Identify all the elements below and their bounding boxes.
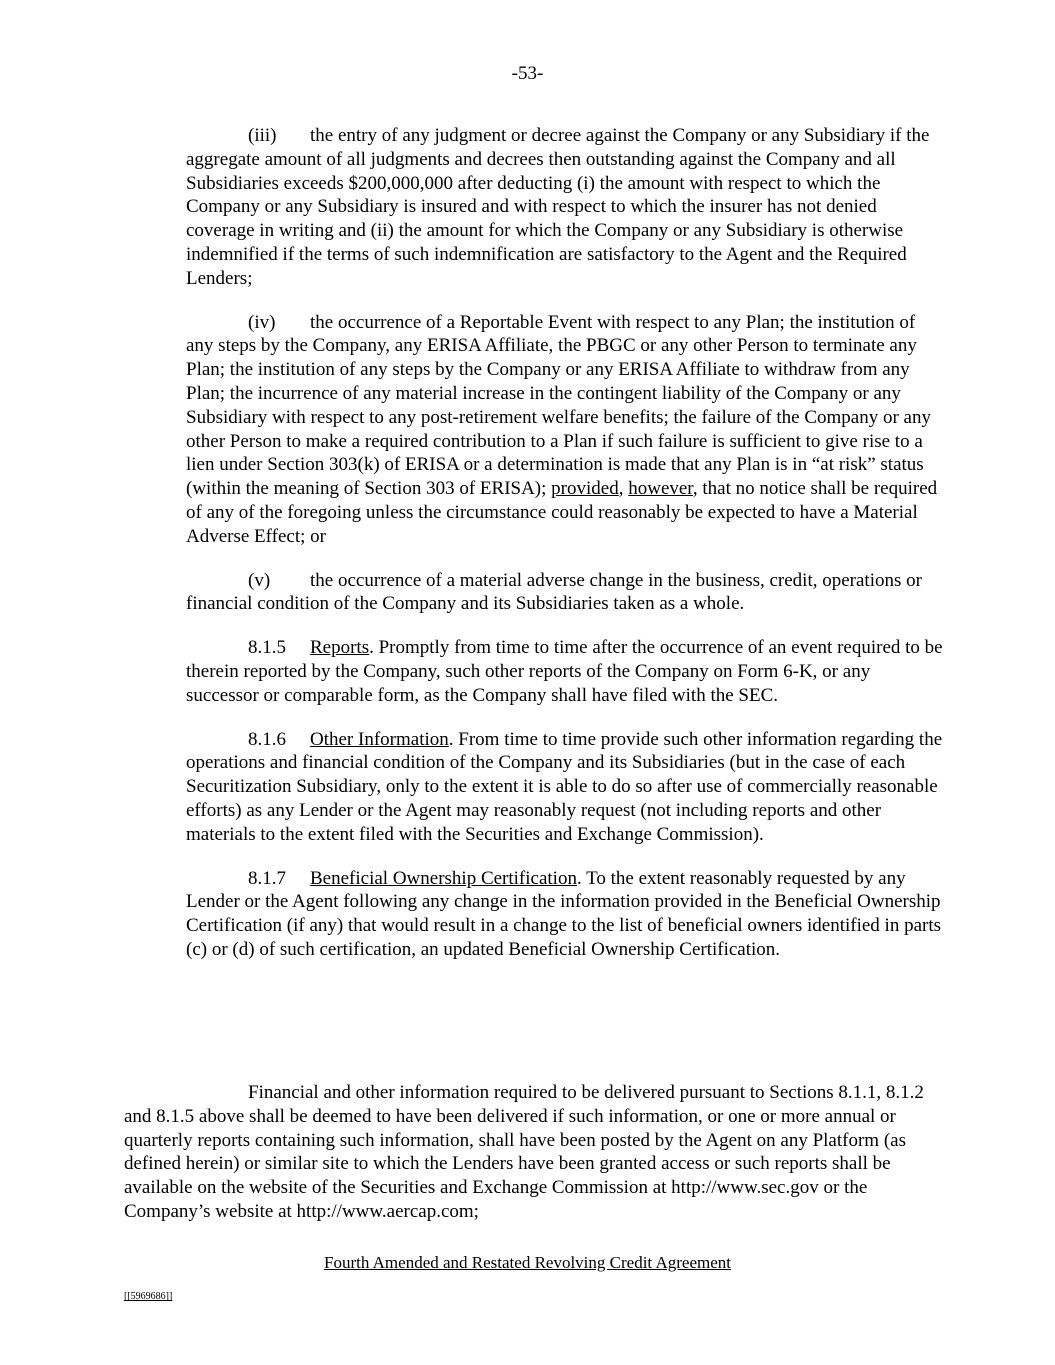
provided-term: provided [551,478,619,500]
section-heading: Beneficial Ownership Certification [310,867,577,889]
section-8-1-6 [186,728,946,847]
section-8-1-7 [186,867,946,962]
clause-iii [186,124,946,291]
section-heading: Reports [310,637,370,659]
document-id: [[5969686]] [124,1291,173,1302]
clause-label: (iv) [248,311,276,333]
section-number: 8.1.7 [248,867,286,889]
clause-label: (v) [248,569,271,591]
closing-paragraph: Financial and other information required to be delivered pursuant to Sections 8.1.1, 8.1.2 and 8.1.5 above shall be deemed to have been delivered if such information, or one or more annual or quarterly reports containing such information, shall have been posted by the Agent on any Platform (as defined herein) or similar site to which the Lenders have been granted access or such reports shall be available on the website of the Securities and Exchange Commission at http://www.sec.gov or the Company’s website at http://www.aercap.com; [124,1082,924,1222]
clause-label: (iii) [248,125,277,146]
section-number: 8.1.6 [248,728,286,750]
clause-text: the occurrence of a material adverse change in the business, credit, operations or financial condition of the Company and its Subsidiaries taken as a whole. [186,569,922,615]
agreement-title: Fourth Amended and Restated Revolving Credit Agreement [324,1253,731,1272]
section-number: 8.1.5 [248,637,286,659]
section-text: . From time to time provide such other information regarding the operations and financial condition of the Company and its Subsidiaries (but in the case of each Securitization Subsidiary, only to the extent it is able to do so after use of commercially reasonable efforts) as any Lender or the Agent may reasonably request (not including reports and other materials to the extent filed with the Securities and Exchange Commission). [186,728,943,845]
clause-text: the entry of any judgment or decree against the Company or any Subsidiary if the aggregate amount of all judgments and decrees then outstanding against the Company and all Subsidiaries exceeds $200,000,000 after deducting (i) the amount with respect to which the Company or any Subsidiary is insured and with respect to which the insurer has not denied coverage in writing and (ii) the amount for which the Company or any Subsidiary is otherwise indemnified if the terms of such indemnification are satisfactory to the Agent and the Required Lenders; [186,125,930,289]
body-text [186,124,946,982]
section-text: . To the extent reasonably requested by any Lender or the Agent following any change in the information provided in the Beneficial Ownership Certification (if any) that would result in a change to the list of beneficial owners identified in parts (c) or (d) of such certification, an updated Beneficial Ownership Certification. [186,867,942,960]
separator: , [618,478,629,500]
section-8-1-5 [186,636,946,707]
however-term: however [628,478,693,500]
clause-text-continued: , that no notice shall be required of any of the foregoing unless the circumstance could reasonably be expected to have a Material Adverse Effect; or [186,478,938,547]
clause-text: the occurrence of a Reportable Event with respect to any Plan; the institution of any steps by the Company, any ERISA Affiliate, the PBGC or any other Person to terminate any Plan; the institution of any steps by the Company or any ERISA Affiliate to withdraw from any Plan; the incurrence of any material increase in the contingent liability of the Company or any Subsidiary with respect to any post-retirement welfare benefits; the failure of the Company or any other Person to make a required contribution to a Plan if such failure is sufficient to give rise to a lien under Section 303(k) of ERISA or a determination is made that any Plan is in “at risk” status (within the meaning of Section 303 of ERISA); [186,311,931,500]
clause-iv [186,311,946,549]
section-heading: Other Information [310,728,449,750]
page-number: -53- [511,63,544,84]
footer-title [0,1252,1055,1274]
section-text: . Promptly from time to time after the occurrence of an event required to be therein reported by the Company, such other reports of the Company on Form 6-K, or any successor or comparable form, as the Company shall have filed with the SEC. [186,637,943,706]
clause-v [186,569,946,617]
